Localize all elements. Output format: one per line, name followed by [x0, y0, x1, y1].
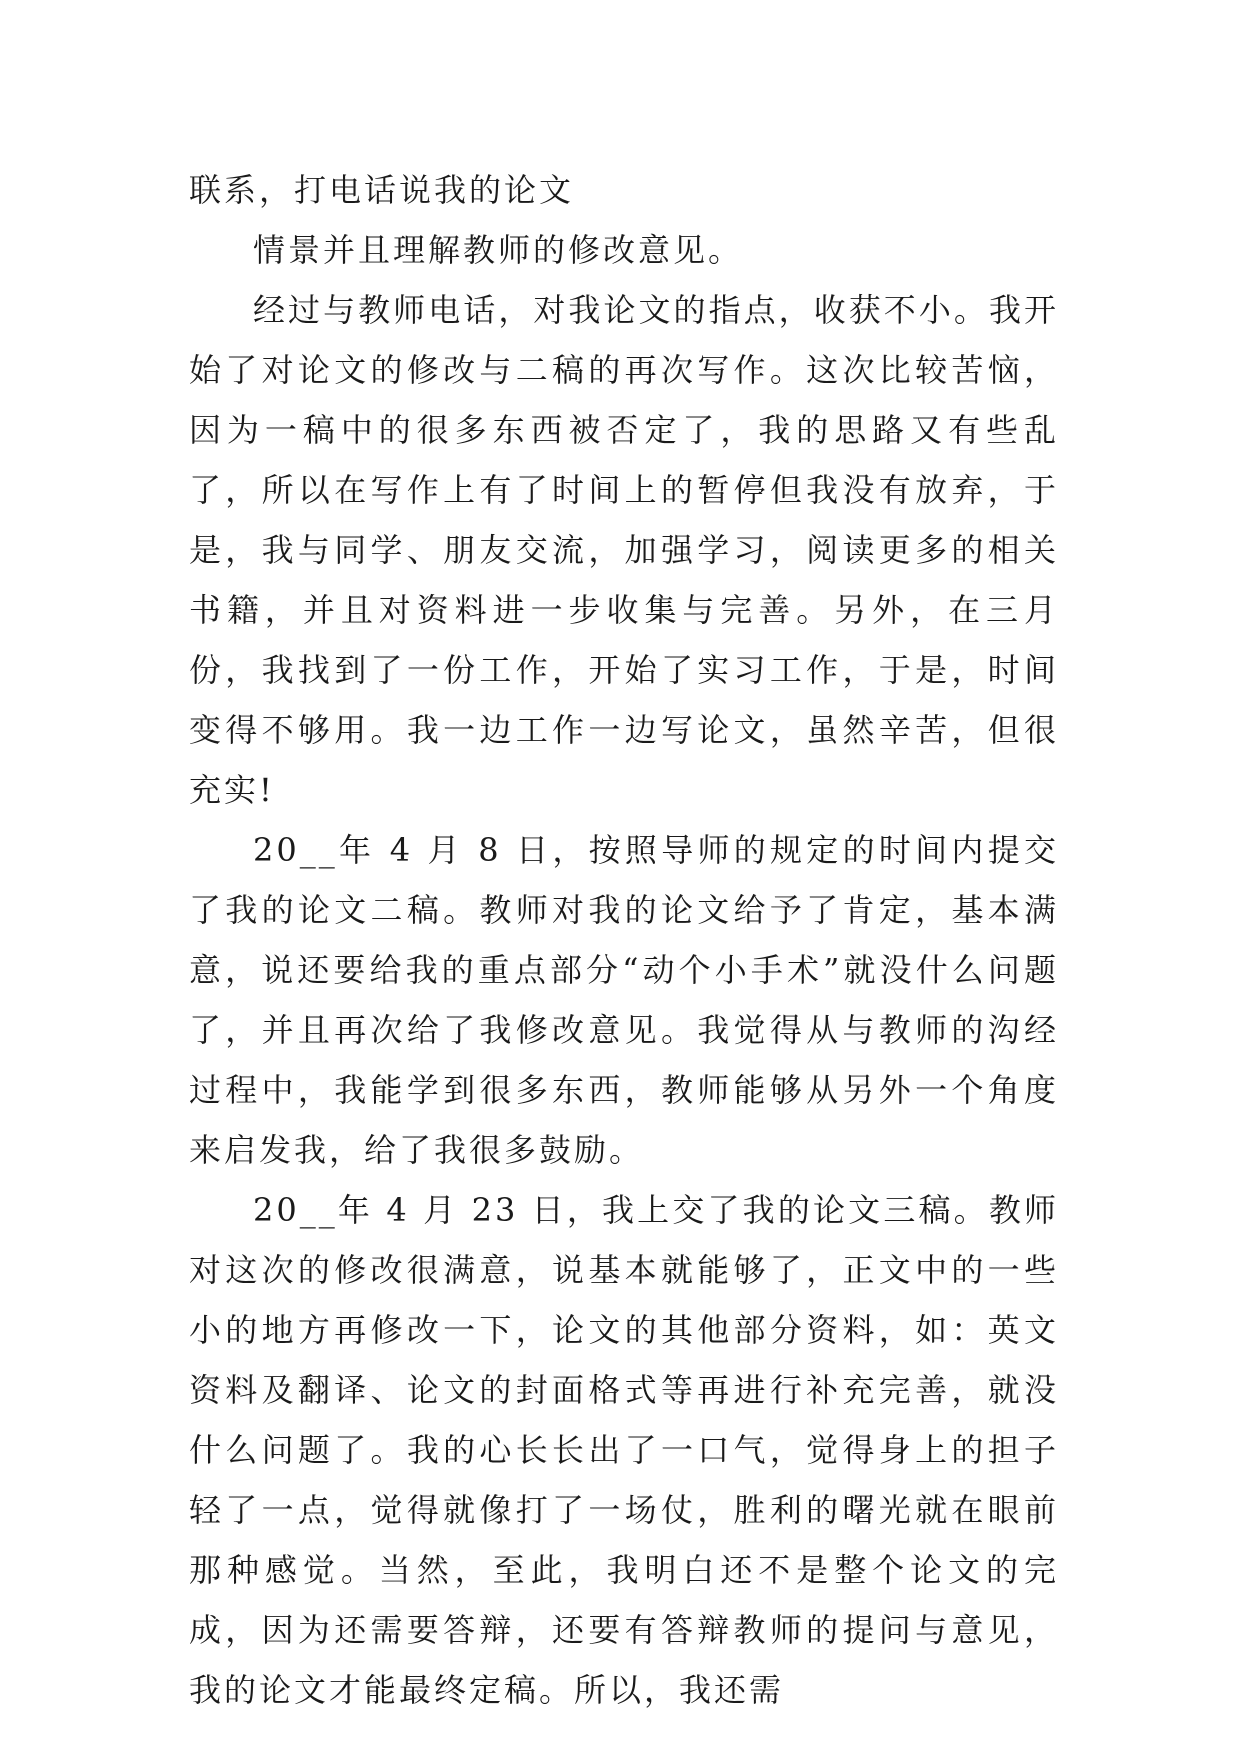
paragraph-1: 联系，打电话说我的论文 [189, 171, 575, 209]
paragraph-4: 20__年 4 月 8 日，按照导师的规定的时间内提交了我的论文二稿。教师对我的论文给予了肯定，基本满意，说还要给我的重点部分“动个小手术”就没什么问题了，并且再次给了我修改意见。我觉得从与教师的沟经过程中，我能学到很多东西，教师能够从另外一个角度来启发我，给了我很多鼓励。 [189, 831, 1059, 1169]
document-body [189, 160, 1059, 1720]
paragraph-5: 20__年 4 月 23 日，我上交了我的论文三稿。教师对这次的修改很满意，说基本就能够了，正文中的一些小的地方再修改一下，论文的其他部分资料，如：英文资料及翻译、论文的封面格式等再进行补充完善，就没什么问题了。我的心长长出了一口气，觉得身上的担子轻了一点，觉得就像打了一场仗，胜利的曙光就在眼前那种感觉。当然，至此，我明白还不是整个论文的完成，因为还需要答辩，还要有答辩教师的提问与意见，我的论文才能最终定稿。所以，我还需 [189, 1191, 1059, 1709]
paragraph-2: 情景并且理解教师的修改意见。 [253, 231, 744, 269]
paragraph-3: 经过与教师电话，对我论文的指点，收获不小。我开始了对论文的修改与二稿的再次写作。这次比较苦恼，因为一稿中的很多东西被否定了，我的思路又有些乱了，所以在写作上有了时间上的暂停但我没有放弃，于是，我与同学、朋友交流，加强学习，阅读更多的相关书籍，并且对资料进一步收集与完善。另外，在三月份，我找到了一份工作，开始了实习工作，于是，时间变得不够用。我一边工作一边写论文，虽然辛苦，但很充实! [189, 291, 1059, 809]
